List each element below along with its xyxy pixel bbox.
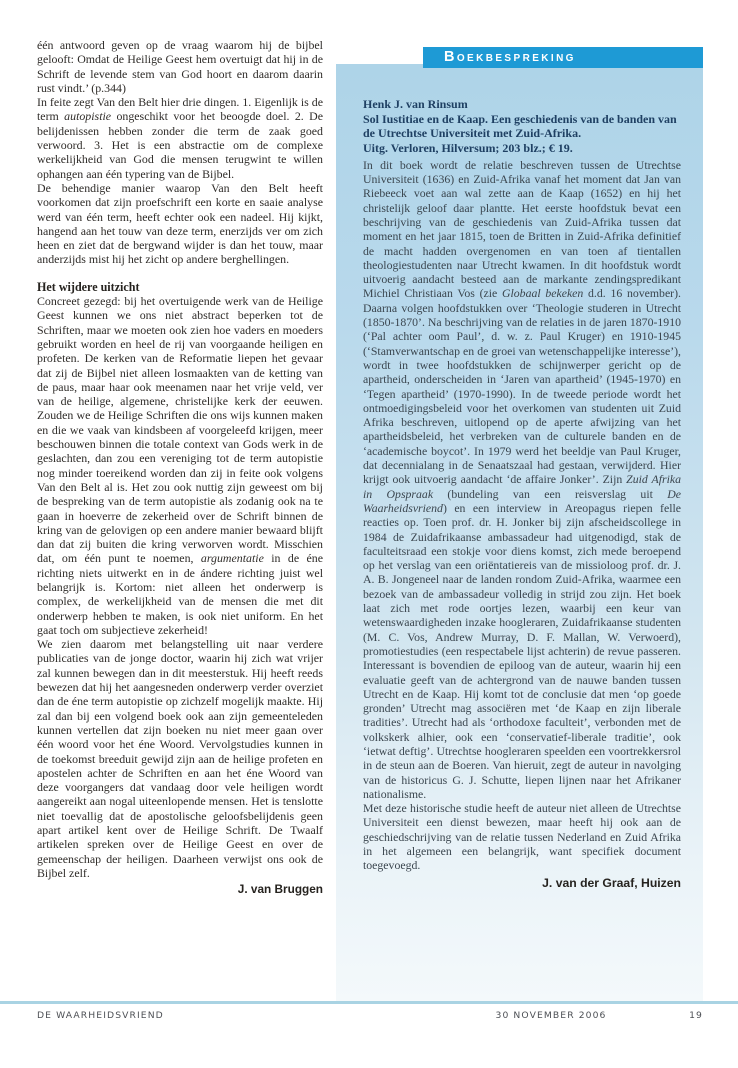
- book-info: [363, 97, 681, 156]
- article-signature: J. van Bruggen: [237, 882, 323, 897]
- footer-rule: [0, 1001, 738, 1004]
- article-paragraph: We zien daarom met belangstelling uit naar verdere publicaties van de jonge doctor, waarin hij zich wat vrijer zal kunnen bewegen dan in dit meesterstuk. Hij heeft reeds bewezen dat hij het aangesneden onderwerp verder overziet dan de éne term autopistie op zichzelf mogelijk maakte. Hij zal dan bij een volgend boek ook aan zijn gemeenteleden kunnen vertellen dat zijn boeken nu niet meer gaan over één woord voor het éne Woord. Vervolgstudies kunnen in de toekomst breeduit gewijd zijn aan de heilige profeten en apostelen achter de Schriften en aan het éne Woord van deze voorgangers dat vandaag door vele heiligen wordt aangereikt aan nogal uiteenlopende mensen. Het is tenslotte niet toevallig dat de apostolische geloofsbelijdenis geen apart artikel kent over de Heilige Schrift. De Twaalf artikelen spreken over de Heilige Geest en over de gemeenschap der heiligen. Daarheen verwijst ons ook de Bijbel zelf.: [37, 637, 323, 880]
- section-banner-label: Boekbespreking: [444, 49, 576, 65]
- article-subhead: Het wijdere uitzicht: [37, 279, 140, 294]
- book-title: Sol Iustitiae en de Kaap. Een geschiedenis van de banden van de Utrechtse Universiteit met Zuid-Afrika.: [363, 111, 677, 141]
- footer-journal-name: DE WAARHEIDSVRIEND: [37, 1010, 164, 1021]
- footer-date: 30 NOVEMBER 2006: [495, 1010, 607, 1021]
- section-banner: [423, 47, 703, 68]
- article-paragraph: In feite zegt Van den Belt hier drie dingen. 1. Eigenlijk is de term autopistie ongeschikt voor het beoogde doel. 2. De belijdenissen hebben zonder die term de zaak goed verwoord. 3. Het is een abstractie om de complexe werkelijkheid van God die mensen terugwint te willen ophangen aan één typering van de Bijbel.: [37, 95, 324, 181]
- footer-page-number: 19: [689, 1010, 703, 1021]
- article-column: [37, 38, 323, 897]
- book-author: Henk J. van Rinsum: [363, 97, 468, 111]
- article-paragraph: Concreet gezegd: bij het overtuigende werk van de Heilige Geest kunnen we ons niet abstract beperken tot de Schriften, maar we moeten ook zien hoe vaders en moeders gebruikt worden en heel de rij van voorgaande heiligen en profeten. De kerken van de Reformatie liepen het gevaar dat zij de Bijbel niet alleen losmaakten van de ketting van de paus, maar haar ook meenamen naar het vrije veld, ver van de heilige, algemene, christelijke kerk der eeuwen. Zouden we de Heilige Schriften die ons wijs kunnen maken en die we vaak van kindsbeen af voorgeleefd krijgen, meer beschouwen binnen die totale context van Gods werk in de geslachten, dan zou een vereniging tot de term autopistie nog minder toereikend worden dan zij in feite ook volgens Van den Belt al is. Het zou ook nuttig zijn geweest om bij de bespreking van de term autopistie als zodanig ook na te gaan in hoeverre de zekerheid over de Schrift binnen de kring van de gelovigen op een andere manier bewaard blijft dan dat zij buiten die kring verworven wordt. Misschien dat, om één punt te noemen, argumentatie in de éne richting niets uitwerkt en in de ándere richting juist wel belangrijk is. Kortom: niet alleen het onderwerp is complex, de werkelijkheid van de mensen die met dit onderwerp hebben te maken, is ook niet uniform. En het gaat toch om subjectieve zekerheid!: [37, 294, 323, 637]
- article-paragraph: één antwoord geven op de vraag waarom hij de bijbel gelooft: Omdat de Heilige Geest hem overtuigt dat hij in de Schrift de levende stem van God hoort en daarom daarin rust vindt.’ (p.344): [37, 38, 323, 95]
- article-paragraph: De behendige manier waarop Van den Belt heeft voorkomen dat zijn proefschrift een korte en saaie analyse werd van één term, heeft echter ook een nadeel. Hij kijkt, hangend aan het touw van deze term, enerzijds ver om zich heen en ziet dat de bergwand wijder is dan het touw, maar anderzijds mist hij het zicht op andere berghellingen.: [37, 180, 323, 267]
- review-paragraph: Met deze historische studie heeft de auteur niet alleen de Utrechtse Universiteit een dienst bewezen, maar heeft hij ook aan de geschiedschrijving van de relatie tussen Nederland en Zuid Afrika in het algemeen een belangrijk, want specifiek document toegevoegd.: [363, 801, 681, 873]
- book-publisher: Uitg. Verloren, Hilversum; 203 blz.; € 19.: [363, 141, 573, 156]
- review-paragraph: In dit boek wordt de relatie beschreven tussen de Utrechtse Universiteit (1636) en Zuid-Afrika vanaf het moment dat Jan van Riebeeck voet aan wal zette aan de Kaap (1652) en hij het christelijk geloof daar plantte. Het eerste hoofdstuk bevat een beschrijving van de geschiedenis van Zuid-Afrika tussen dat moment en het jaar 1815, toen de Britten in Zuid-Afrika definitief de macht hadden overgenomen en van toen af tientallen theologiestudenten naar Utrecht kwamen. In dit hoofdstuk wordt uitvoerig aandacht besteed aan de markante zendingspredikant Michiel Christiaan Vos (zie Globaal bekeken d.d. 16 november). Daarna volgen hoofdstukken over ‘Theologie studeren in Utrecht (1850-1870’. Na beschrijving van de relaties in de jaren 1870-1910 (‘Pal achter oom Paul’, d. w. z. Paul Kruger) en 1910-1945 (‘Stamverwantschap en de groei van wetenschappelijke interesse’), wordt in twee hoofdstukken de schijnwerper gericht op de apartheid, onderscheiden in ‘Jaren van apartheid’ (1945-1970) en ‘Tegen apartheid’ (1970-1990). In de tweede periode wordt het ontmoedigingsbeleid voor het overkomen van studenten uit Zuid Afrika beschreven, uitlopend op de aperte afwijzing van het apartheidsbeleid, het verbreken van de culturele banden en de ‘academische boycot’. In 1979 werd het beeldje van Paul Kruger, dat decennialang in de Senaatszaal had gestaan, verwijderd. Hier krijgt ook uitvoerig aandacht ‘de affaire Jonker’. Zijn Zuid Afrika in Opspraak (bundeling van een reisverslag uit De Waarheidsvriend) en een interview in Areopagus riepen felle reacties op. Toen prof. dr. H. Jonker bij zijn afscheidscollege in 1984 de Zuidafrikaanse ambassadeur had uitgenodigd, stak de faculteitsraad een stokje voor diens komst, zich mede beroepend op het verslag van een oriëntatiereis van de missioloog prof. dr. J. A. B. Jongeneel naar de landen rondom Zuid-Afrika, waarmee een bezoek van de ambassadeur volledig in strijd zou zijn. Het boek laat zich met rode oortjes lezen, waarbij een keur van wetenswaardigheden inzake hoogleraren, Zuidafrikaanse studenten (M. C. Vos, Andrew Murray, D. F. Mallan, W. Verwoerd), promotiestudies (een respectabele lijst achterin) de revue passeren. Interessant is bovendien de epiloog van de auteur, waarin hij een evaluatie geeft van de achtergrond van de nauwe banden tussen Utrecht en de Kaap. Hij komt tot de conclusie dat men ‘op goede gronden’ Utrecht mag associëren met ‘de Kaap en zijn liberale tradities’. Utrecht had als ‘orthodoxe faculteit’, verbonden met de volkskerk alhier, ook een ‘conservatief-liberale traditie’, ook ‘ietwat deftig’. Utrechtse hoogleraren speelden een voortrekkersrol in de steun aan de Boeren. Van hieruit, zegt de auteur in navolging van de historicus G. J. Schutte, liepen lijnen naar het Afrikaner nationalisme.: [363, 157, 682, 801]
- book-review-content: [336, 64, 703, 890]
- review-body: [363, 158, 681, 873]
- book-review-panel: [336, 64, 703, 1002]
- review-signature: J. van der Graaf, Huizen: [542, 875, 681, 890]
